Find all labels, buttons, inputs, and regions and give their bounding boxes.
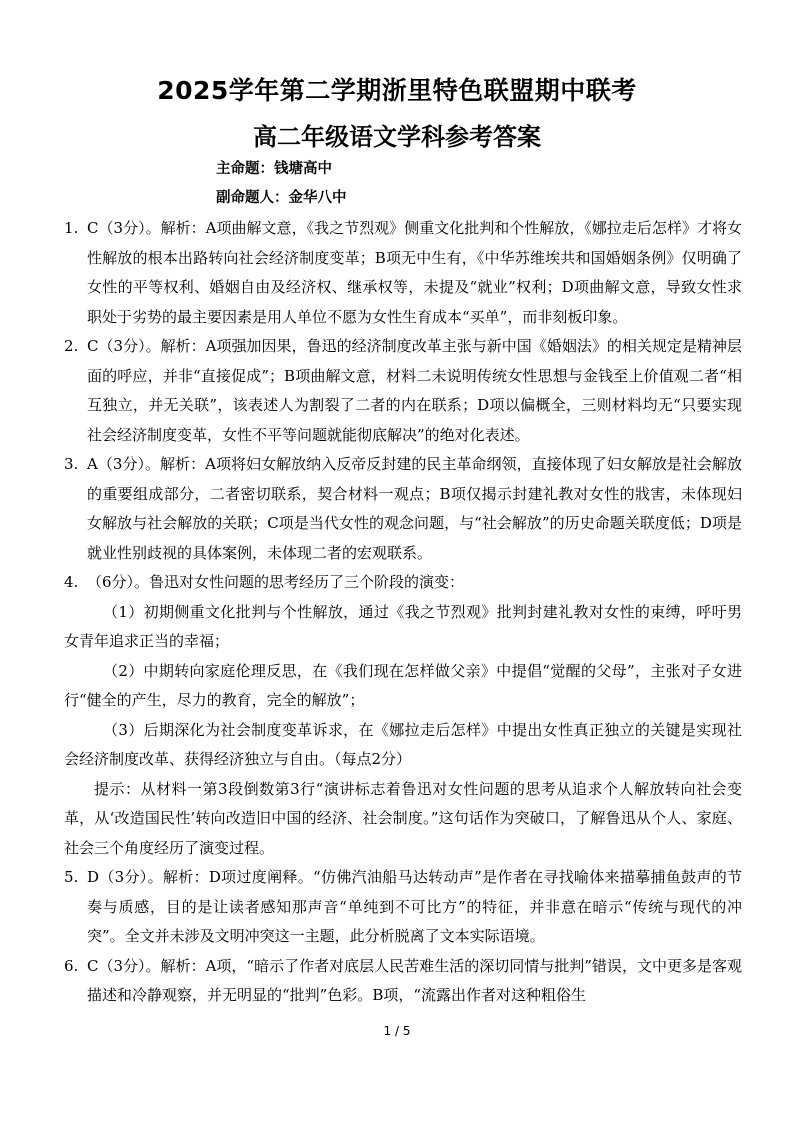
item4-point-2: （2）中期转向家庭伦理反思，在《我们现在怎样做父亲》中提倡“觉醒的父母”，主张对子女进行“健全的产生，尽力的教育，完全的解放”； [64,661,742,709]
item-number: 5. [64,868,79,886]
item-text: C（3分）。解析：A项曲解文意，《我之节烈观》侧重文化批判和个性解放，《娜拉走后怎样》才将女性解放的根本出路转向社会经济制度变革；B项无中生有，《中华苏维埃共和国婚姻条例》仅明确了女性的平等权利、婚姻自由及经济权、继承权等，未提及“就业”权利；D项曲解文意，导致女性求职处于劣势的最主要因素是用人单位不愿为女性生育成本“买单”，而非刻板印象。 [87,219,742,326]
item-intro: （6分）。鲁迅对女性问题的思考经历了三个阶段的演变： [87,573,465,591]
answer-item-4 [64,568,742,598]
item-text: D（3分）。解析：D项过度阐释。“仿佛汽油船马达转动声”是作者在寻找喻体来描摹捕鱼鼓声的节奏与质感，目的是让读者感知那声音“单纯到不可比方”的特征，并非意在暗示“传统与现代的冲突”。全文并未涉及文明冲突这一主题，此分析脱离了文本实际语境。 [87,868,742,945]
item-number: 2. [64,337,79,355]
item-number: 1. [64,219,79,237]
vice-setter: 副命题人：金华八中 [216,190,347,206]
answer-item-6 [64,952,742,1011]
item4-point-1: （1）初期侧重文化批判与个性解放，通过《我之节烈观》批判封建礼教对女性的束缚，呼吁男女青年追求正当的幸福； [64,602,742,650]
item-number: 6. [64,956,79,975]
answer-body [64,214,742,1011]
item4-hint: 提示：从材料一第3段倒数第3行“演讲标志着鲁迅对女性问题的思考从追求个人解放转向社会变革，从‘改造国民性’转向改造旧中国的经济、社会制度。”这句话作为突破口，了解鲁迅从个人、家庭、社会三个角度经历了演变过程。 [64,779,742,857]
item-number: 3. [64,455,79,473]
item-text: C（3分）。解析：A项，“暗示了作者对底层人民苦难生活的深切同情与批判”错误，文中更多是客观描述和冷静观察，并无明显的“批判”色彩。B项，“流露出作者对这种粗俗生 [87,956,742,1004]
answer-item-1 [64,214,742,332]
exam-subtitle: 高二年级语文学科参考答案 [253,123,541,151]
item-text: A（3分）。解析：A项将妇女解放纳入反帝反封建的民主革命纲领，直接体现了妇女解放是社会解放的重要组成部分，二者密切联系，契合材料一观点；B项仅揭示封建礼教对女性的戕害，未体现妇女解放与社会解放的关联；C项是当代女性的观念问题，与“社会解放”的历史命题关联度低；D项是就业性别歧视的具体案例，未体现二者的宏观联系。 [87,455,742,562]
answer-item-3 [64,450,742,568]
main-setter: 主命题：钱塘高中 [216,161,332,177]
item4-point-3: （3）后期深化为社会制度变革诉求，在《娜拉走后怎样》中提出女性真正独立的关键是实现社会经济制度改革、获得经济独立与自由。（每点2分） [64,720,742,768]
page-number: 1 / 5 [383,1024,411,1038]
answer-item-5 [64,863,742,952]
item-number: 4. [64,573,79,591]
item-text: C（3分）。解析：A项强加因果，鲁迅的经济制度改革主张与新中国《婚姻法》的相关规定是精神层面的呼应，并非“直接促成”；B项曲解文意，材料二未说明传统女性思想与金钱至上价值观二者“相互独立，并无关联”，该表述人为割裂了二者的内在联系；D项以偏概全，三则材料均无“只要实现社会经济制度变革，女性不平等问题就能彻底解决”的绝对化表述。 [87,337,742,444]
exam-title: 2025学年第二学期浙里特色联盟期中联考 [157,76,637,105]
answer-item-2 [64,332,742,450]
